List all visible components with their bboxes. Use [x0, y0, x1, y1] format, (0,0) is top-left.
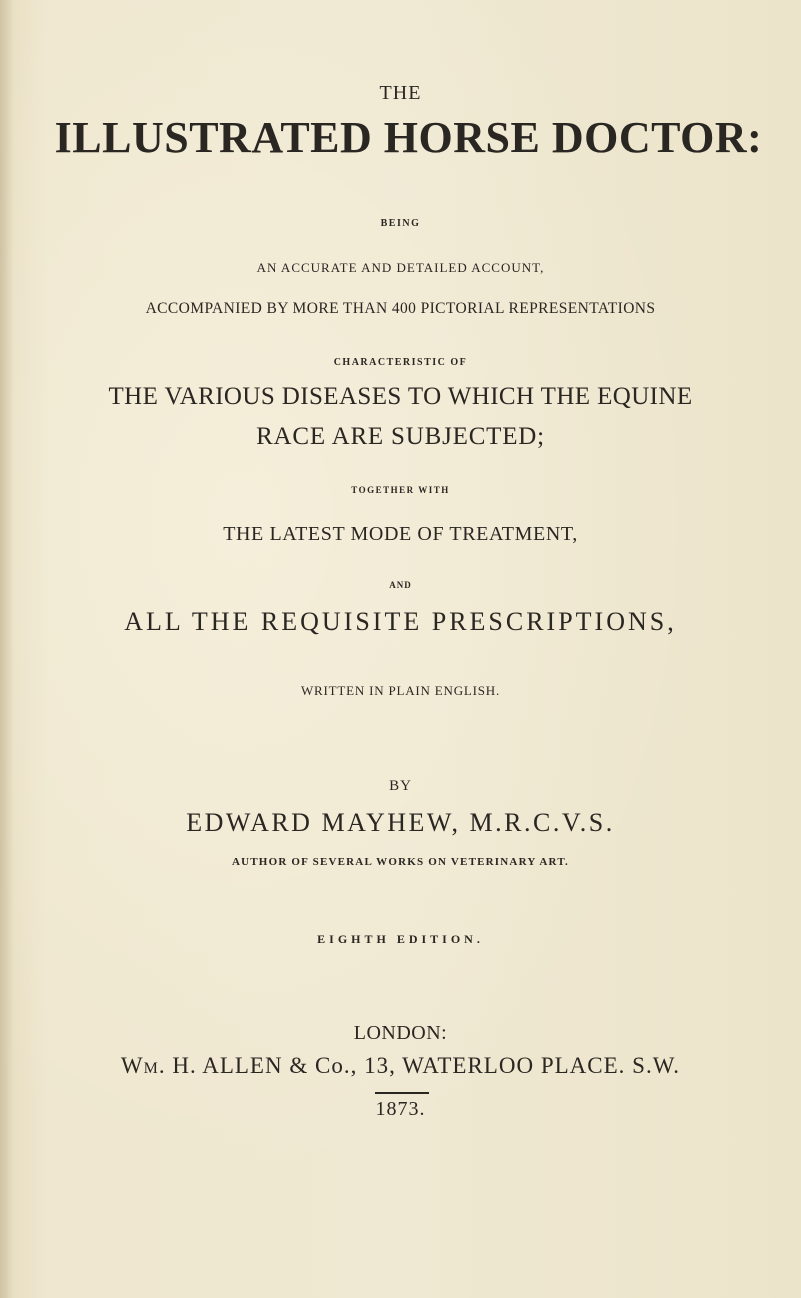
- imprint-city: LONDON:: [353, 1022, 448, 1044]
- label-characteristic-of: CHARACTERISTIC OF: [333, 357, 468, 368]
- text-written-plain: WRITTEN IN PLAIN ENGLISH.: [300, 683, 501, 698]
- publisher-w: W: [120, 1053, 144, 1078]
- publisher-m-smallcap: M: [143, 1060, 159, 1077]
- heading-the: THE: [379, 82, 422, 104]
- text-requisite-prescriptions: ALL THE REQUISITE PRESCRIPTIONS,: [124, 607, 677, 636]
- text-accurate-account: AN ACCURATE AND DETAILED ACCOUNT,: [256, 260, 545, 275]
- label-being: BEING: [380, 218, 421, 229]
- text-accompanied: ACCOMPANIED BY MORE THAN 400 PICTORIAL REPRESENTATIONS: [145, 300, 656, 317]
- text-latest-mode: THE LATEST MODE OF TREATMENT,: [223, 523, 578, 545]
- imprint-publisher: [0, 1053, 801, 1079]
- author-description: AUTHOR OF SEVERAL WORKS ON VETERINARY ART.: [231, 856, 569, 868]
- label-together-with: TOGETHER WITH: [351, 485, 450, 495]
- imprint-year: 1873.: [375, 1098, 426, 1120]
- edition-statement: EIGHTH EDITION.: [317, 932, 484, 946]
- text-race-subjected: RACE ARE SUBJECTED;: [256, 423, 545, 450]
- author-name: EDWARD MAYHEW, M.R.C.V.S.: [186, 808, 615, 837]
- main-title: ILLUSTRATED HORSE DOCTOR:: [54, 113, 763, 162]
- label-and: AND: [389, 580, 412, 590]
- imprint-rule: [375, 1092, 429, 1094]
- text-various-diseases: THE VARIOUS DISEASES TO WHICH THE EQUINE: [108, 383, 693, 410]
- publisher-rest: . H. ALLEN & Co., 13, WATERLOO PLACE. S.W.: [158, 1053, 681, 1078]
- label-by: BY: [389, 778, 412, 794]
